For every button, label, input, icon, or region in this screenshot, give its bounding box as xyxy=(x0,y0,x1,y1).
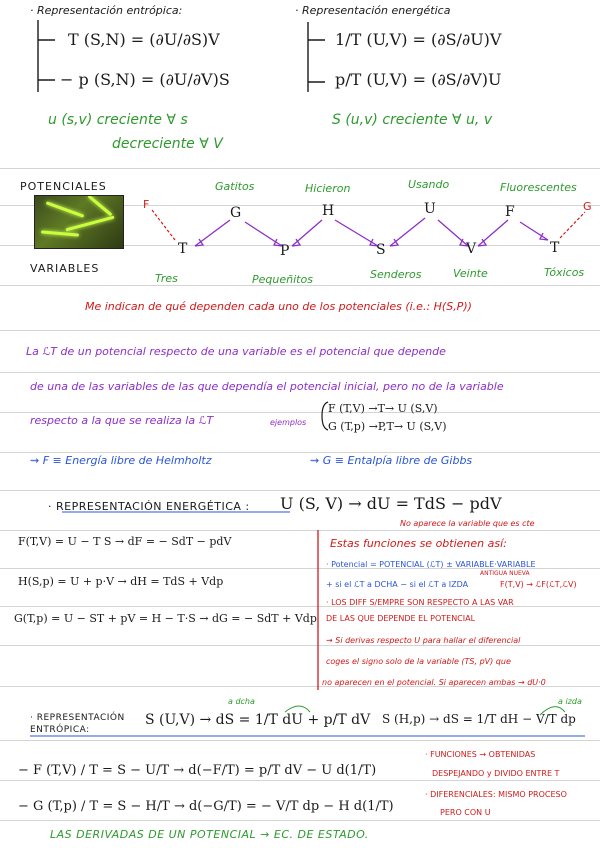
examples-label: ejemplos xyxy=(270,418,307,427)
letter-v: V xyxy=(466,241,477,257)
word-fluorescentes: Fluorescentes xyxy=(500,181,577,194)
box-small-1: ANTIGUA NUEVA xyxy=(480,570,530,577)
letter-g-right: G xyxy=(583,200,592,213)
eq-minus-f-over-t: − F (T,V) / T = S − U/T → d(−F/T) = p/T dV − U d(1/T) xyxy=(18,763,377,778)
note-with-u: PERO CON U xyxy=(440,808,491,817)
legendre-line-3: respecto a la que se realiza la ℒT xyxy=(30,414,214,427)
letter-u: U xyxy=(424,201,436,217)
letter-t-right: T xyxy=(550,240,560,256)
ds-equation-2: S (H,p) → dS = 1/T dH − V/T dp xyxy=(382,712,576,726)
letter-f-right: F xyxy=(505,204,515,220)
kittens-photo xyxy=(34,195,124,249)
s-increasing: S (u,v) creciente ∀ u, v xyxy=(332,112,493,128)
word-pequenitos: Pequeñitos xyxy=(252,273,313,286)
entropic-title: · REPRESENTACIÓN ENTRÓPICA: xyxy=(30,713,125,735)
box-line-2: + si el ℒT a DCHA − si el ℒT a IZDA xyxy=(326,580,469,589)
eq-temperature: T (S,N) = (∂U/∂S)V xyxy=(68,30,220,49)
word-usando: Usando xyxy=(408,178,450,191)
footer-note: LAS DERIVADAS DE UN POTENCIAL → EC. DE ESTADO. xyxy=(50,828,369,841)
entropic-representation-title: · Representación entrópica: xyxy=(30,4,183,17)
legendre-line-2: de una de las variables de las que dependía el potencial inicial, pero no de la variable xyxy=(30,380,504,393)
def-helmholtz: ⇝ F ≡ Energía libre de Helmholtz xyxy=(30,454,212,467)
letter-g: G xyxy=(230,205,242,221)
eq-pressure: − p (S,N) = (∂U/∂V)S xyxy=(60,70,230,89)
box-line-3: · LOS DIFF S/EMPRE SON RESPECTO A LAS VAR xyxy=(326,598,514,607)
eq-helmholtz: F(T,V) = U − T S → dF = − SdT − pdV xyxy=(18,535,232,548)
potentials-note: Me indican de qué dependen cada uno de los potenciales (i.e.: H(S,P)) xyxy=(85,300,472,313)
example-f: F (T,V) →T→ U (S,V) xyxy=(328,402,438,415)
box-line-6: coges el signo solo de la variable (TS, pV) que xyxy=(326,657,511,666)
eq-p-over-t: p/T (U,V) = (∂S/∂V)U xyxy=(335,70,502,89)
box-line-4: DE LAS QUE DEPENDE EL POTENCIAL xyxy=(326,614,476,623)
letter-t: T xyxy=(178,241,188,257)
energetic-title: · REPRESENTACIÓN ENERGÉTICA : xyxy=(48,500,250,513)
u-increasing: u (s,v) creciente ∀ s xyxy=(48,112,188,128)
letter-h: H xyxy=(322,203,335,219)
note-differentials: · DIFERENCIALES: MISMO PROCESO xyxy=(425,790,567,799)
eq-inverse-temperature: 1/T (U,V) = (∂S/∂U)V xyxy=(335,30,502,49)
def-gibbs: ⇝ G ≡ Entalpía libre de Gibbs xyxy=(310,454,473,467)
letter-p: P xyxy=(280,243,290,259)
energetic-representation-title: · Representación energética xyxy=(295,4,451,17)
constant-note: No aparece la variable que es cte xyxy=(400,519,535,528)
note-divide: DESPEJANDO y DIVIDO ENTRE T xyxy=(432,769,560,778)
box-line-1: · Potencial = POTENCIAL (ℒT) ± VARIABLE·VARIABLE xyxy=(326,560,536,569)
word-toxicos: Tóxicos xyxy=(544,266,585,279)
box-line-7: no aparecen en el potencial. Si aparecen ambas → dU·0 xyxy=(322,678,546,687)
note-functions: · FUNCIONES → OBTENIDAS xyxy=(425,750,536,759)
box-title: Estas funciones se obtienen así: xyxy=(330,537,507,550)
word-senderos: Senderos xyxy=(370,268,422,281)
potentials-heading: POTENCIALES xyxy=(20,180,107,193)
variables-label: VARIABLES xyxy=(30,262,100,275)
word-tres: Tres xyxy=(155,272,178,285)
box-line-2b: F(T,V) → ℒF(ℒT,ℒV) xyxy=(500,580,577,589)
box-line-5: ⇝ Si derivas respecto U para hallar el diferencial xyxy=(326,636,521,645)
u-decreasing: decreciente ∀ V xyxy=(112,136,223,152)
letter-f-left: F xyxy=(143,198,150,211)
a-dcha-note: a dcha xyxy=(228,697,255,706)
word-hicieron: Hicieron xyxy=(305,182,351,195)
a-izda-note: a izda xyxy=(558,697,582,706)
eq-enthalpy: H(S,p) = U + p·V → dH = TdS + Vdp xyxy=(18,575,224,588)
legendre-line-1: La ℒT de un potencial respecto de una variable es el potencial que depende xyxy=(26,345,446,358)
ds-equation: S (U,V) → dS = 1/T dU + p/T dV xyxy=(145,712,371,728)
word-gatitos: Gatitos xyxy=(215,180,255,193)
letter-s: S xyxy=(376,242,386,258)
eq-minus-g-over-t: − G (T,p) / T = S − H/T → d(−G/T) = − V/T dp − H d(1/T) xyxy=(18,799,394,814)
example-g: G (T,p) →P,T→ U (S,V) xyxy=(328,420,447,433)
word-veinte: Veinte xyxy=(453,267,488,280)
du-equation: U (S, V) → dU = TdS − pdV xyxy=(280,494,502,513)
eq-gibbs: G(T,p) = U − ST + pV = H − T·S → dG = − SdT + Vdp xyxy=(14,612,317,625)
